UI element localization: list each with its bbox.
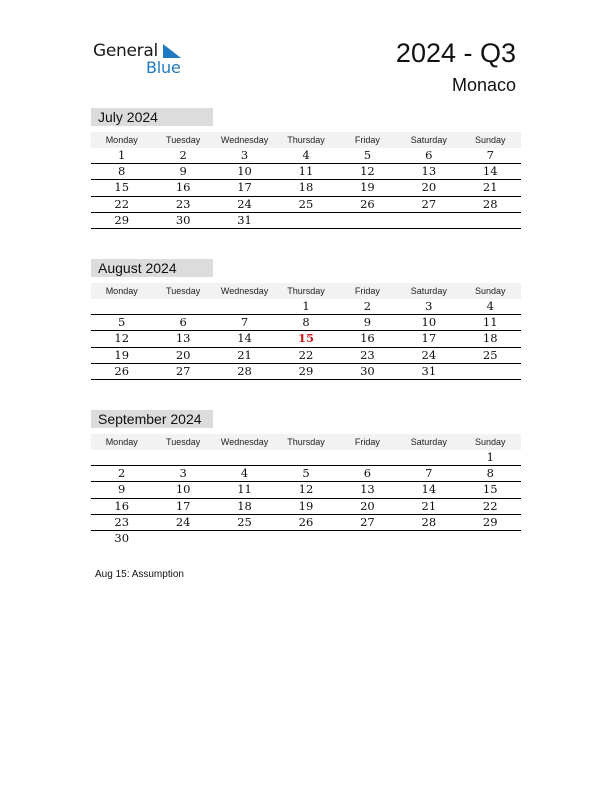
weekday-label: Thursday [287, 286, 325, 296]
day-cell: 4 [486, 299, 494, 313]
day-cell: 6 [425, 148, 433, 162]
weekday-label: Saturday [410, 437, 447, 447]
day-cell: 19 [114, 347, 130, 362]
day-cell [275, 213, 336, 228]
week-row [91, 213, 521, 229]
day-cell: 17 [421, 331, 437, 346]
month-title: July 2024 [91, 108, 213, 126]
day-cell: 24 [175, 514, 191, 529]
day-cell: 27 [175, 363, 191, 378]
day-cell [398, 531, 459, 547]
day-cell: 1 [302, 299, 310, 313]
week-row [91, 315, 521, 331]
day-cell: 25 [482, 347, 498, 362]
day-cell: 30 [114, 530, 130, 545]
day-cell [337, 450, 398, 465]
weekday-label: Friday [354, 135, 380, 145]
holiday-note: Aug 15: Assumption [95, 569, 184, 580]
day-cell: 29 [482, 514, 498, 529]
month-block [91, 259, 521, 380]
day-cell: 5 [302, 466, 310, 481]
day-cell: 14 [421, 482, 437, 497]
day-cell [275, 450, 336, 465]
day-cell: 21 [237, 347, 252, 362]
day-cell: 12 [114, 331, 130, 346]
day-cell: 1 [118, 148, 126, 162]
day-cell: 8 [486, 466, 494, 481]
day-cell: 3 [240, 148, 249, 162]
day-cell [398, 213, 459, 228]
weekday-label: Sunday [474, 437, 506, 447]
day-cell: 26 [114, 363, 130, 378]
day-cell: 7 [425, 466, 433, 481]
day-cell: 14 [482, 164, 498, 179]
day-cell [460, 364, 521, 379]
weekday-label: Saturday [410, 135, 447, 145]
day-cell: 12 [360, 164, 375, 179]
week-row [91, 299, 521, 315]
week-row [91, 499, 521, 515]
day-cell: 2 [363, 299, 372, 313]
day-cell: 20 [421, 180, 437, 195]
week-row [91, 180, 521, 196]
day-cell: 30 [175, 212, 191, 227]
weekday-label: Thursday [287, 135, 325, 145]
month-title: September 2024 [91, 410, 213, 428]
day-cell: 18 [482, 331, 498, 346]
day-cell: 23 [360, 347, 375, 362]
weekday-header-row [91, 434, 521, 450]
day-cell: 5 [118, 315, 126, 330]
weekday-label: Friday [354, 437, 380, 447]
weekday-label: Monday [105, 135, 138, 145]
day-cell: 21 [421, 498, 437, 513]
day-cell: 17 [175, 498, 191, 513]
day-cell: 12 [298, 482, 314, 497]
logo-blue-text: Blue [146, 58, 181, 77]
day-cell: 23 [175, 196, 191, 211]
day-cell: 25 [298, 196, 314, 211]
day-cell: 2 [179, 148, 187, 162]
weekday-label: Sunday [474, 286, 506, 296]
day-cell: 16 [114, 498, 130, 513]
day-cell: 11 [298, 164, 314, 179]
day-cell: 13 [421, 164, 437, 179]
day-cell: 4 [302, 148, 310, 162]
day-cell: 2 [118, 466, 126, 481]
week-row [91, 348, 521, 364]
day-cell: 6 [179, 315, 187, 330]
day-cell: 28 [237, 363, 252, 378]
weekday-label: Tuesday [166, 135, 201, 145]
day-cell: 22 [114, 196, 130, 211]
week-row [91, 466, 521, 482]
day-cell: 25 [237, 514, 252, 529]
generalblue-logo [93, 40, 193, 80]
day-cell [91, 450, 152, 465]
weekday-label: Saturday [410, 286, 447, 296]
day-cell: 31 [237, 212, 252, 227]
day-cell: 18 [237, 498, 252, 513]
week-row [91, 164, 521, 180]
day-cell [91, 299, 152, 314]
day-cell: 28 [482, 196, 498, 211]
country-name: Monaco [451, 75, 516, 95]
day-cell: 9 [179, 164, 187, 179]
day-cell [460, 213, 521, 228]
day-cell: 4 [240, 466, 249, 481]
day-cell: 3 [179, 466, 187, 481]
day-cell: 8 [118, 164, 126, 179]
day-cell: 10 [421, 315, 437, 330]
day-cell: 17 [237, 180, 252, 195]
day-cell [460, 531, 521, 547]
day-cell: 13 [175, 331, 191, 346]
day-cell: 10 [237, 164, 252, 179]
week-row [91, 531, 521, 547]
day-cell: 7 [240, 315, 249, 330]
day-cell: 23 [114, 514, 130, 529]
day-cell [398, 450, 459, 465]
day-cell: 6 [363, 466, 372, 481]
month-block [91, 108, 521, 229]
day-cell: 14 [237, 331, 252, 346]
day-cell: 9 [118, 482, 126, 497]
day-cell: 27 [360, 514, 375, 529]
week-row [91, 331, 521, 347]
day-cell [214, 299, 275, 314]
day-cell: 26 [360, 196, 375, 211]
day-cell: 19 [360, 180, 375, 195]
week-row [91, 197, 521, 213]
month-block [91, 410, 521, 547]
holiday-day-cell: 15 [297, 331, 314, 346]
weekday-label: Tuesday [166, 437, 201, 447]
page-title: 2024 - Q3 [395, 38, 516, 68]
weekday-label: Wednesday [220, 135, 269, 145]
weekday-label: Tuesday [166, 286, 201, 296]
weekday-label: Sunday [474, 135, 506, 145]
day-cell [152, 450, 213, 465]
day-cell: 28 [421, 514, 437, 529]
day-cell [214, 531, 275, 547]
weekday-label: Monday [105, 437, 138, 447]
week-row [91, 364, 521, 380]
day-cell: 21 [482, 180, 498, 195]
logo-general-text: General [93, 41, 158, 61]
day-cell [152, 531, 213, 547]
day-cell: 26 [298, 514, 314, 529]
weekday-label: Monday [105, 286, 138, 296]
day-cell: 24 [237, 196, 252, 211]
day-cell: 15 [114, 180, 130, 195]
day-cell: 24 [421, 347, 437, 362]
day-cell: 15 [482, 482, 498, 497]
week-row [91, 482, 521, 498]
weekday-label: Friday [354, 286, 380, 296]
day-cell: 30 [360, 363, 375, 378]
week-row [91, 515, 521, 531]
day-cell: 29 [114, 212, 130, 227]
day-cell: 16 [175, 180, 191, 195]
day-cell: 22 [298, 347, 314, 362]
day-cell: 11 [237, 482, 252, 497]
weekday-label: Wednesday [220, 286, 269, 296]
day-cell: 5 [363, 148, 372, 162]
day-cell [152, 299, 213, 314]
day-cell: 31 [421, 363, 437, 378]
weekday-header-row [91, 132, 521, 148]
day-cell: 22 [482, 498, 498, 513]
day-cell [337, 531, 398, 547]
weekday-label: Wednesday [220, 437, 269, 447]
day-cell: 20 [360, 498, 375, 513]
weekday-header-row [91, 283, 521, 299]
day-cell: 13 [360, 482, 375, 497]
day-cell: 11 [482, 315, 498, 330]
day-cell: 16 [360, 331, 375, 346]
weekday-label: Thursday [287, 437, 325, 447]
day-cell: 7 [486, 148, 494, 162]
week-row [91, 450, 521, 466]
day-cell: 27 [421, 196, 437, 211]
day-cell: 18 [298, 180, 314, 195]
day-cell: 29 [298, 363, 314, 378]
day-cell [275, 531, 336, 547]
day-cell: 20 [175, 347, 191, 362]
day-cell: 19 [298, 498, 314, 513]
day-cell: 9 [363, 315, 372, 330]
month-title: August 2024 [91, 259, 213, 277]
day-cell: 3 [425, 299, 433, 313]
day-cell: 8 [302, 315, 310, 330]
day-cell [214, 450, 275, 465]
day-cell [337, 213, 398, 228]
day-cell: 10 [175, 482, 191, 497]
day-cell: 1 [486, 450, 494, 464]
week-row [91, 148, 521, 164]
